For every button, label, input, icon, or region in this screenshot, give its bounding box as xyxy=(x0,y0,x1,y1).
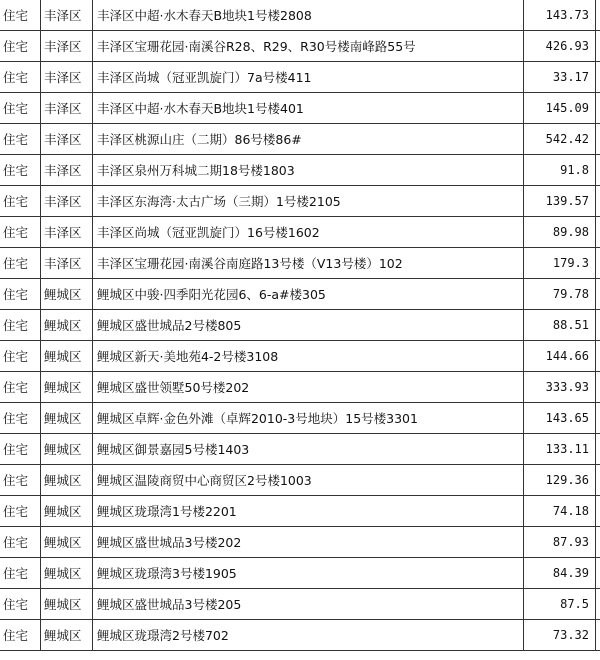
district-cell: 鲤城区 xyxy=(41,527,93,558)
property-type-cell: 住宅 xyxy=(0,248,41,279)
area-cell: 87.93 xyxy=(524,527,596,558)
address-cell: 鲤城区珑璟湾1号楼2201 xyxy=(93,496,524,527)
empty-cell xyxy=(596,434,600,465)
empty-cell xyxy=(596,248,600,279)
property-type-cell: 住宅 xyxy=(0,279,41,310)
area-cell: 88.51 xyxy=(524,310,596,341)
area-cell: 143.65 xyxy=(524,403,596,434)
table-row xyxy=(0,248,600,279)
area-cell: 144.66 xyxy=(524,341,596,372)
table-row xyxy=(0,62,600,93)
table-row xyxy=(0,434,600,465)
table-row xyxy=(0,0,600,31)
district-cell: 丰泽区 xyxy=(41,155,93,186)
table-row xyxy=(0,217,600,248)
table-row xyxy=(0,341,600,372)
address-cell: 鲤城区珑璟湾2号楼702 xyxy=(93,620,524,651)
table-row xyxy=(0,372,600,403)
table-row xyxy=(0,124,600,155)
address-cell: 鲤城区盛世领墅50号楼202 xyxy=(93,372,524,403)
area-cell: 426.93 xyxy=(524,31,596,62)
empty-cell xyxy=(596,217,600,248)
property-type-cell: 住宅 xyxy=(0,589,41,620)
area-cell: 91.8 xyxy=(524,155,596,186)
district-cell: 鲤城区 xyxy=(41,434,93,465)
empty-cell xyxy=(596,310,600,341)
property-type-cell: 住宅 xyxy=(0,341,41,372)
area-cell: 133.11 xyxy=(524,434,596,465)
area-cell: 73.32 xyxy=(524,620,596,651)
table-row xyxy=(0,155,600,186)
empty-cell xyxy=(596,186,600,217)
empty-cell xyxy=(596,0,600,31)
table-row xyxy=(0,403,600,434)
property-type-cell: 住宅 xyxy=(0,527,41,558)
address-cell: 丰泽区东海湾·太古广场（三期）1号楼2105 xyxy=(93,186,524,217)
address-cell: 鲤城区盛世城品3号楼202 xyxy=(93,527,524,558)
empty-cell xyxy=(596,589,600,620)
district-cell: 丰泽区 xyxy=(41,62,93,93)
table-row xyxy=(0,620,600,651)
empty-cell xyxy=(596,496,600,527)
property-type-cell: 住宅 xyxy=(0,558,41,589)
district-cell: 丰泽区 xyxy=(41,186,93,217)
address-cell: 鲤城区盛世城品2号楼805 xyxy=(93,310,524,341)
table-row xyxy=(0,31,600,62)
property-type-cell: 住宅 xyxy=(0,155,41,186)
empty-cell xyxy=(596,155,600,186)
area-cell: 79.78 xyxy=(524,279,596,310)
empty-cell xyxy=(596,558,600,589)
area-cell: 145.09 xyxy=(524,93,596,124)
table-row xyxy=(0,496,600,527)
property-type-cell: 住宅 xyxy=(0,186,41,217)
empty-cell xyxy=(596,93,600,124)
address-cell: 丰泽区泉州万科城二期18号楼1803 xyxy=(93,155,524,186)
property-type-cell: 住宅 xyxy=(0,465,41,496)
district-cell: 丰泽区 xyxy=(41,248,93,279)
table-row xyxy=(0,558,600,589)
address-cell: 丰泽区宝珊花园·南溪谷南庭路13号楼（V13号楼）102 xyxy=(93,248,524,279)
property-type-cell: 住宅 xyxy=(0,62,41,93)
empty-cell xyxy=(596,465,600,496)
area-cell: 87.5 xyxy=(524,589,596,620)
district-cell: 鲤城区 xyxy=(41,620,93,651)
area-cell: 143.73 xyxy=(524,0,596,31)
empty-cell xyxy=(596,341,600,372)
area-cell: 542.42 xyxy=(524,124,596,155)
district-cell: 丰泽区 xyxy=(41,0,93,31)
address-cell: 鲤城区卓辉·金色外滩（卓辉2010-3号地块）15号楼3301 xyxy=(93,403,524,434)
address-cell: 丰泽区尚城（冠亚凯旋门）16号楼1602 xyxy=(93,217,524,248)
area-cell: 139.57 xyxy=(524,186,596,217)
property-type-cell: 住宅 xyxy=(0,0,41,31)
property-type-cell: 住宅 xyxy=(0,403,41,434)
table-row xyxy=(0,310,600,341)
district-cell: 丰泽区 xyxy=(41,93,93,124)
district-cell: 鲤城区 xyxy=(41,403,93,434)
address-cell: 鲤城区中骏·四季阳光花园6、6-a#楼305 xyxy=(93,279,524,310)
property-type-cell: 住宅 xyxy=(0,93,41,124)
empty-cell xyxy=(596,124,600,155)
address-cell: 丰泽区尚城（冠亚凯旋门）7a号楼411 xyxy=(93,62,524,93)
property-type-cell: 住宅 xyxy=(0,372,41,403)
property-type-cell: 住宅 xyxy=(0,310,41,341)
area-cell: 84.39 xyxy=(524,558,596,589)
address-cell: 鲤城区珑璟湾3号楼1905 xyxy=(93,558,524,589)
empty-cell xyxy=(596,279,600,310)
area-cell: 74.18 xyxy=(524,496,596,527)
district-cell: 鲤城区 xyxy=(41,279,93,310)
address-cell: 丰泽区桃源山庄（二期）86号楼86# xyxy=(93,124,524,155)
area-cell: 33.17 xyxy=(524,62,596,93)
area-cell: 129.36 xyxy=(524,465,596,496)
district-cell: 鲤城区 xyxy=(41,558,93,589)
empty-cell xyxy=(596,31,600,62)
district-cell: 鲤城区 xyxy=(41,589,93,620)
property-type-cell: 住宅 xyxy=(0,620,41,651)
property-type-cell: 住宅 xyxy=(0,434,41,465)
address-cell: 丰泽区中超·水木春天B地块1号楼401 xyxy=(93,93,524,124)
district-cell: 鲤城区 xyxy=(41,496,93,527)
empty-cell xyxy=(596,62,600,93)
table-row xyxy=(0,186,600,217)
district-cell: 鲤城区 xyxy=(41,341,93,372)
area-cell: 89.98 xyxy=(524,217,596,248)
empty-cell xyxy=(596,403,600,434)
table-row xyxy=(0,93,600,124)
district-cell: 丰泽区 xyxy=(41,217,93,248)
area-cell: 179.3 xyxy=(524,248,596,279)
address-cell: 鲤城区盛世城品3号楼205 xyxy=(93,589,524,620)
property-type-cell: 住宅 xyxy=(0,31,41,62)
table-row xyxy=(0,589,600,620)
property-type-cell: 住宅 xyxy=(0,496,41,527)
property-type-cell: 住宅 xyxy=(0,124,41,155)
address-cell: 鲤城区御景嘉园5号楼1403 xyxy=(93,434,524,465)
address-cell: 鲤城区新天·美地苑4-2号楼3108 xyxy=(93,341,524,372)
property-type-cell: 住宅 xyxy=(0,217,41,248)
empty-cell xyxy=(596,620,600,651)
district-cell: 鲤城区 xyxy=(41,372,93,403)
address-cell: 丰泽区中超·水木春天B地块1号楼2808 xyxy=(93,0,524,31)
empty-cell xyxy=(596,372,600,403)
district-cell: 鲤城区 xyxy=(41,310,93,341)
district-cell: 丰泽区 xyxy=(41,124,93,155)
empty-cell xyxy=(596,527,600,558)
address-cell: 鲤城区温陵商贸中心商贸区2号楼1003 xyxy=(93,465,524,496)
table-row xyxy=(0,527,600,558)
district-cell: 丰泽区 xyxy=(41,31,93,62)
table-row xyxy=(0,465,600,496)
table-row xyxy=(0,279,600,310)
district-cell: 鲤城区 xyxy=(41,465,93,496)
area-cell: 333.93 xyxy=(524,372,596,403)
address-cell: 丰泽区宝珊花园·南溪谷R28、R29、R30号楼南峰路55号 xyxy=(93,31,524,62)
